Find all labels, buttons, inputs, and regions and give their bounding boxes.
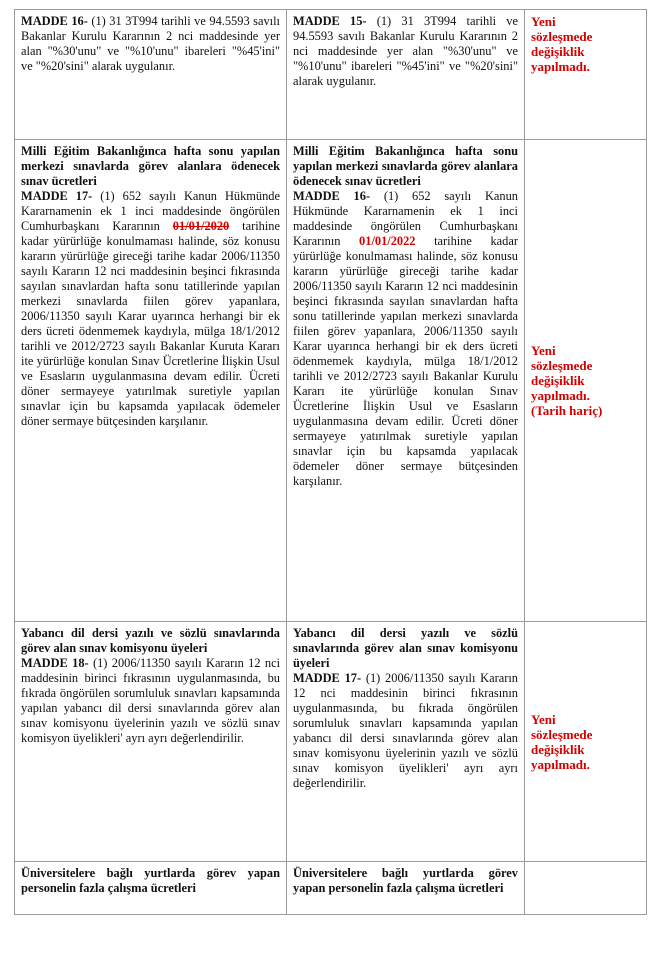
old-article-cell [15,140,287,622]
change-note: Yeni sözleşmede değişiklik yapılmadı. [531,711,593,772]
article-body: (1) 2006/11350 sayılı Kararın 12 nci maddesinin birinci fıkrasının uygulanmasında, bu fıkrada öngörülen sorumluluk sınavları kapsamında yapılan yabancı dil dersi sınavlarında görev alan sınav komisyonu üyelerinin yazılı ve sözlü sınav komisyon üyelikleri' ayrı ayrı değerlendirilir. [21,656,281,745]
note-cell [525,10,647,140]
table-row [15,140,647,622]
new-article-cell [287,622,525,862]
change-note: Yeni sözleşmede değişiklik yapılmadı. (Tarih hariç) [531,343,603,418]
article-body: tarihine kadar yürürlüğe konulmaması halinde, söz konusu kararın yürürlüğe gireceği tarihe kadar 2006/11350 sayılı Kararın 12 nci maddesinin beşinci fıkrasında sayılan sınavlardan hafta sonu tatillerinde yapılan merkezi sınavlarda fiilen görev yapanlara, 2006/11350 sayılı Karar uyarınca herhangi bir ek ders ücreti ödenmemek kaydıyla, mülga 18/1/2012 tarihli ve 2012/2723 sayılı Bakanlar Kurulu Kararı ite yürürlüğe konulan Sınav Ücretlerine İlişkin Usul ve Esasların uygulanmasına devam edilir. Ücreti döner sermayeye yatırılmak suretiyle yapılan sınavlar için bu kapsamda yapılacak ödemeler döner sermaye bütçesinden karşılanır. [293,234,518,488]
table-row [15,622,647,862]
article-body: (1) 652 sayılı Kanun Hükmünde Kararnamenin ek 1 inci maddesinde öngörülen Cumhurbaşkanı Kararının [293,189,518,248]
article-heading: Üniversitelere bağlı yurtlarda görev yapan personelin fazla çalışma ücretleri [21,866,280,895]
article-number: MADDE 16- [21,14,88,28]
table-row [15,10,647,140]
new-article-cell [287,862,525,915]
note-cell [525,140,647,622]
note-cell [525,622,647,862]
change-note: Yeni sözleşmede değişiklik yapılmadı. [531,14,593,74]
article-number: MADDE 18- [21,656,89,670]
article-body: (1) 2006/11350 sayılı Kararın 12 nci maddesinin birinci fıkrasının uygulanmasında, bu fıkrada öngörülen sorumluluk sınavları kapsamında yapılan yabancı dil dersi sınavlarında görev alan sınav komisyonu üyelerinin yazılı ve sözlü sınav komisyon üyelikleri' ayrı ayrı değerlendirilir. [293,671,519,790]
old-article-cell [15,10,287,140]
new-date: 01/01/2022 [359,234,416,248]
article-heading: Milli Eğitim Bakanlığınca hafta sonu yapılan merkezi sınavlarda görev alanlara ödenecek sınav ücretleri [21,144,280,188]
comparison-table [14,9,647,915]
note-cell [525,862,647,915]
new-article-cell [287,140,525,622]
article-body: (1) 31 3T994 tarihli ve 94.5593 savılı Bakanlar Kurulu Kararının 2 nci maddesinde yer alan "%30'unu" ve "%10'unu" ibareleri "%45'ini" ve "%20'sini" alarak uygulanır. [293,14,519,88]
article-heading: Üniversitelere bağlı yurtlarda görev yapan personelin fazla çalışma ücretleri [293,866,518,895]
article-number: MADDE 16- [293,189,371,203]
new-article-cell [287,10,525,140]
article-heading: Yabancı dil dersi yazılı ve sözlü sınavlarında görev alan sınav komisyonu üyeleri [293,626,518,670]
old-article-cell [15,622,287,862]
article-heading: Yabancı dil dersi yazılı ve sözlü sınavlarında görev alan sınav komisyonu üyeleri [21,626,280,655]
old-article-cell [15,862,287,915]
document-page [14,9,646,915]
article-number: MADDE 17- [21,189,93,203]
article-body: tarihine kadar yürürlüğe konulmaması halinde, söz konusu kararın yürürlüğe gireceği tarihe kadar 2006/11350 sayılı Kararın 12 nci maddesinin beşinci fıkrasında sayılan sınavlardan hafta sonu tatillerinde yapılan merkezi sınavlarda fiilen görev yapanlara, 2006/11350 sayılı Karar uyarınca herhangi bir ek ders ücreti ödenmemek kaydıyla, mülga 18/1/2012 tarihli ve 2012/2723 sayılı Bakanlar Kuruta Kararı ite yürürlüğe konulan Sınav Ücretlerine İlişkin Usul ve Esasların uygulanmasına devam edilir. Ücreti döner sermayeye yatırılmak suretiyle yapılan sınavlar için bu kapsamda yapılacak ödemeler döner sermaye bütçesinden karşılanır. [21,219,280,428]
article-number: MADDE 17- [293,671,362,685]
article-body: (1) 31 3T994 tarihli ve 94.5593 savılı Bakanlar Kurulu Kararının 2 nci maddesinde yer alan "%30'unu" ve "%10'unu" ibareleri "%45'ini" ve "%20'sini" alarak uygulanır. [21,14,281,73]
article-number: MADDE 15- [293,14,367,28]
article-heading: Milli Eğitim Bakanlığınca hafta sonu yapılan merkezi sınavlarda görev alanlara ödenecek sınav ücretleri [293,144,518,188]
table-row [15,862,647,915]
article-body: (1) 652 sayılı Kanun Hükmünde Kararnamenin ek 1 inci maddesinde öngörülen Cumhurbaşkanı Kararının [21,189,281,233]
deleted-date: 01/01/2020 [172,219,230,233]
